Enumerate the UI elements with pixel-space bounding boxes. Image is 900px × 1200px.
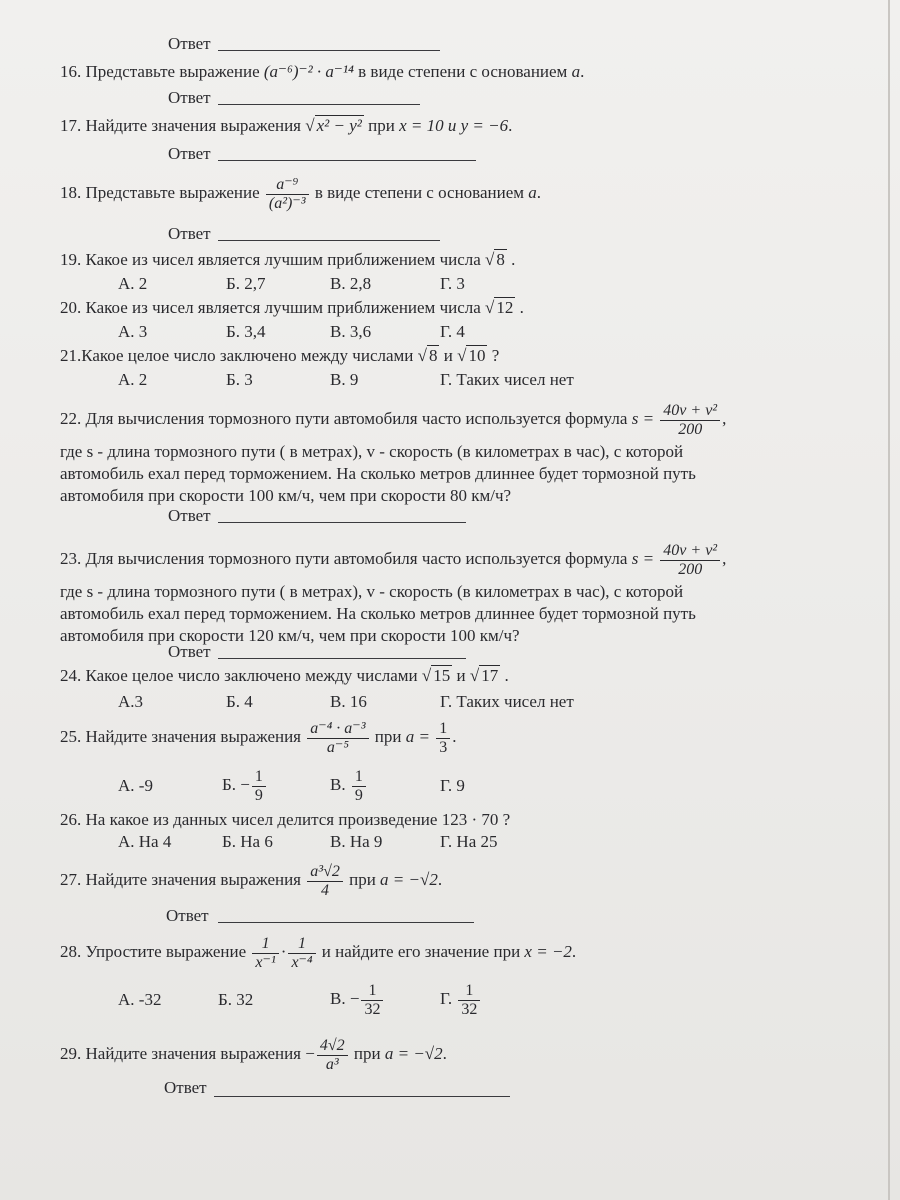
- paper-edge: [888, 0, 890, 1200]
- option-a[interactable]: А. На 4: [118, 832, 172, 851]
- answer-label: Ответ: [168, 642, 211, 661]
- option-b[interactable]: Б. 32: [218, 990, 254, 1009]
- formula-lhs: s =: [631, 549, 655, 568]
- question-text: Найдите значения выражения: [85, 1044, 302, 1063]
- option-c[interactable]: В. $\frac{1}{9}$: [330, 762, 368, 808]
- question-19: 19. Какое из чисел является лучшим приближением числа √ 8 .: [60, 250, 516, 269]
- condition: a = −√2: [384, 1044, 443, 1063]
- question-text: Какое целое число заключено между числами: [81, 346, 414, 365]
- question-22: 22. Для вычисления тормозного пути автомобиля часто используется формула s = $\frac{\text{40v + v²}}{200}$ ,: [60, 401, 727, 438]
- question-21: 21.Какое целое число заключено между числами √ 8 и √ 10 ?: [60, 346, 500, 365]
- answer-line[interactable]: [214, 1096, 510, 1097]
- question-number: 21.: [60, 346, 82, 365]
- answer-label: Ответ: [168, 88, 211, 107]
- question-number: 24.: [60, 666, 82, 685]
- question-number: 16.: [60, 62, 82, 81]
- condition: x = 10 и y = −6: [399, 116, 509, 135]
- question-text: Найдите значения выражения: [85, 727, 302, 746]
- formula-fraction: $\frac{\text{40v + v²}}{200}$: [660, 542, 720, 579]
- question-number: 28.: [60, 942, 82, 961]
- question-text: Для вычисления тормозного пути автомобиля часто используется формула: [85, 549, 628, 568]
- option-a[interactable]: А. 2: [118, 370, 148, 389]
- fraction-expression: $\frac{4√2}{\text{a³}}$: [317, 1037, 348, 1074]
- answer-line[interactable]: [218, 160, 476, 161]
- option-a[interactable]: А. -9: [118, 776, 153, 795]
- option-c[interactable]: В. На 9: [330, 832, 383, 851]
- fraction-2: $\frac{1}{\text{x⁻⁴}}$: [288, 935, 315, 972]
- question-number: 29.: [60, 1044, 82, 1063]
- question-text: Какое из чисел является лучшим приближением числа: [85, 298, 481, 317]
- answer-line[interactable]: [218, 240, 440, 241]
- question-16: 16. Представьте выражение (a⁻⁶)⁻² · a⁻¹⁴ в виде степени с основанием a.: [60, 62, 585, 81]
- option-b[interactable]: Б. 3,4: [226, 322, 266, 341]
- option-c[interactable]: В. 9: [330, 370, 359, 389]
- question-number: 18.: [60, 183, 82, 202]
- answer-label: Ответ: [168, 506, 211, 525]
- question-text: Представьте выражение: [85, 183, 260, 202]
- formula-lhs: s =: [631, 409, 655, 428]
- sqrt-expression: √ x² − y²: [305, 116, 362, 135]
- question-text: Какое из чисел является лучшим приближением числа: [85, 250, 481, 269]
- sqrt-expression: √ 12: [485, 298, 514, 317]
- question-18: 18. Представьте выражение $\frac{\text{a⁻⁹}}{\text{(a²)⁻³}}$ в виде степени с основанием a.: [60, 175, 542, 212]
- question-27: 27. Найдите значения выражения $\frac{\text{a³√2}}{4}$ при a = −√2.: [60, 862, 443, 899]
- question-22-line-2: где s - длина тормозного пути ( в метрах), v - скорость (в километрах в час), с которой: [60, 442, 684, 461]
- question-text: при: [374, 727, 402, 746]
- option-b[interactable]: Б. На 6: [222, 832, 273, 851]
- option-b[interactable]: Б. 2,7: [226, 274, 266, 293]
- answer-label: Ответ: [166, 906, 209, 925]
- question-text: На какое из данных чисел делится произведение: [85, 810, 438, 829]
- option-a[interactable]: А.3: [118, 692, 144, 711]
- sqrt-expression: √ 8: [417, 346, 438, 365]
- option-d[interactable]: Г. 4: [440, 322, 465, 341]
- question-22-line-3: автомобиль ехал перед торможением. На сколько метров длиннее будет тормозной путь: [60, 464, 696, 483]
- question-number: 27.: [60, 870, 82, 889]
- question-26: 26. На какое из данных чисел делится произведение 123 · 70 ?: [60, 810, 511, 829]
- question-17: 17. Найдите значения выражения √ x² − y² при x = 10 и y = −6.: [60, 116, 513, 135]
- sqrt-expression: √ 10: [457, 346, 486, 365]
- question-text: Какое целое число заключено между числами: [85, 666, 418, 685]
- math-expression: 123 · 70: [441, 810, 499, 829]
- option-d[interactable]: Г. 3: [440, 274, 465, 293]
- condition-fraction: $\frac{1}{3}$: [436, 720, 450, 757]
- answer-line[interactable]: [218, 50, 440, 51]
- option-c[interactable]: В. 16: [330, 692, 367, 711]
- option-d[interactable]: Г. Таких чисел нет: [440, 370, 574, 389]
- option-b[interactable]: Б. − $\frac{1}{9}$: [222, 762, 268, 808]
- condition: a = −√2: [380, 870, 438, 889]
- question-text: и найдите его значение при: [321, 942, 521, 961]
- question-23-line-2: где s - длина тормозного пути ( в метрах), v - скорость (в километрах в час), с которой: [60, 582, 684, 601]
- question-23-line-3: автомобиль ехал перед торможением. На сколько метров длиннее будет тормозной путь: [60, 604, 696, 623]
- question-29: 29. Найдите значения выражения − $\frac{4√2}{\text{a³}}$ при a = −√2.: [60, 1036, 447, 1073]
- option-a[interactable]: А. 2: [118, 274, 148, 293]
- sqrt-expression: √ 17: [469, 666, 499, 685]
- question-number: 23.: [60, 549, 82, 568]
- question-20: 20. Какое из чисел является лучшим приближением числа √ 12 .: [60, 298, 524, 317]
- question-text: при: [349, 870, 376, 889]
- option-b[interactable]: Б. 4: [226, 692, 253, 711]
- math-expression: (a⁻⁶)⁻² · a⁻¹⁴: [263, 62, 354, 81]
- answer-line[interactable]: [218, 658, 466, 659]
- answer-label: Ответ: [164, 1078, 207, 1097]
- option-a[interactable]: А. -32: [118, 990, 162, 1009]
- sqrt-expression: √ 8: [485, 250, 505, 269]
- fraction-1: $\frac{1}{\text{x⁻¹}}$: [252, 935, 278, 972]
- question-number: 17.: [60, 116, 82, 135]
- question-23-line-4: автомобиля при скорости 120 км/ч, чем при скорости 100 км/ч?: [60, 626, 520, 645]
- question-text: при: [368, 116, 395, 135]
- option-d[interactable]: Г. На 25: [440, 832, 498, 851]
- question-24: 24. Какое целое число заключено между числами √ 15 и √ 17 .: [60, 666, 509, 685]
- option-d[interactable]: Г. $\frac{1}{32}$: [440, 976, 482, 1022]
- option-c[interactable]: В. 2,8: [330, 274, 372, 293]
- question-text: в виде степени с основанием: [358, 62, 568, 81]
- question-number: 26.: [60, 810, 82, 829]
- answer-line[interactable]: [218, 522, 466, 523]
- answer-label: Ответ: [168, 144, 211, 163]
- question-number: 19.: [60, 250, 82, 269]
- option-c[interactable]: В. − $\frac{1}{32}$: [330, 976, 385, 1022]
- variable: a: [528, 183, 537, 202]
- option-b[interactable]: Б. 3: [226, 370, 253, 389]
- question-text: Найдите значения выражения: [85, 116, 302, 135]
- sqrt-expression: √ 15: [421, 666, 451, 685]
- question-number: 22.: [60, 409, 82, 428]
- question-text: Найдите значения выражения: [85, 870, 302, 889]
- formula-fraction: $\frac{\text{40v + v²}}{200}$: [660, 402, 720, 439]
- answer-line[interactable]: [218, 104, 420, 105]
- condition: x = −2: [524, 942, 572, 961]
- question-text: Упростите выражение: [85, 942, 247, 961]
- fraction-expression: $\frac{\text{a⁻⁹}}{\text{(a²)⁻³}}$: [266, 176, 309, 213]
- question-number: 20.: [60, 298, 82, 317]
- question-23: 23. Для вычисления тормозного пути автомобиля часто используется формула s = $\frac{\text{40v + v²}}{200}$ ,: [60, 541, 727, 578]
- question-25: 25. Найдите значения выражения $\frac{\text{a⁻⁴ · a⁻³}}{\text{a⁻⁵}}$ при a = $\frac{1}{3}$ .: [60, 719, 457, 756]
- question-text: Для вычисления тормозного пути автомобиля часто используется формула: [85, 409, 628, 428]
- option-d[interactable]: Г. Таких чисел нет: [440, 692, 574, 711]
- question-text: Представьте выражение: [85, 62, 260, 81]
- answer-label: Ответ: [168, 34, 211, 53]
- question-text: в виде степени с основанием: [314, 183, 525, 202]
- option-c[interactable]: В. 3,6: [330, 322, 372, 341]
- question-22-line-4: автомобиля при скорости 100 км/ч, чем при скорости 80 км/ч?: [60, 486, 512, 505]
- condition: a =: [405, 727, 430, 746]
- fraction-expression: $\frac{\text{a⁻⁴ · a⁻³}}{\text{a⁻⁵}}$: [307, 720, 368, 757]
- variable: a: [571, 62, 581, 81]
- question-text: при: [353, 1044, 381, 1063]
- fraction-expression: $\frac{\text{a³√2}}{4}$: [307, 863, 343, 900]
- answer-label: Ответ: [168, 224, 211, 243]
- option-d[interactable]: Г. 9: [440, 776, 465, 795]
- option-a[interactable]: А. 3: [118, 322, 148, 341]
- question-28: 28. Упростите выражение $\frac{1}{\text{x⁻¹}}$ · $\frac{1}{\text{x⁻⁴}}$ и найдите его значение при x = −2.: [60, 934, 577, 971]
- question-number: 25.: [60, 727, 82, 746]
- answer-line[interactable]: [218, 922, 474, 923]
